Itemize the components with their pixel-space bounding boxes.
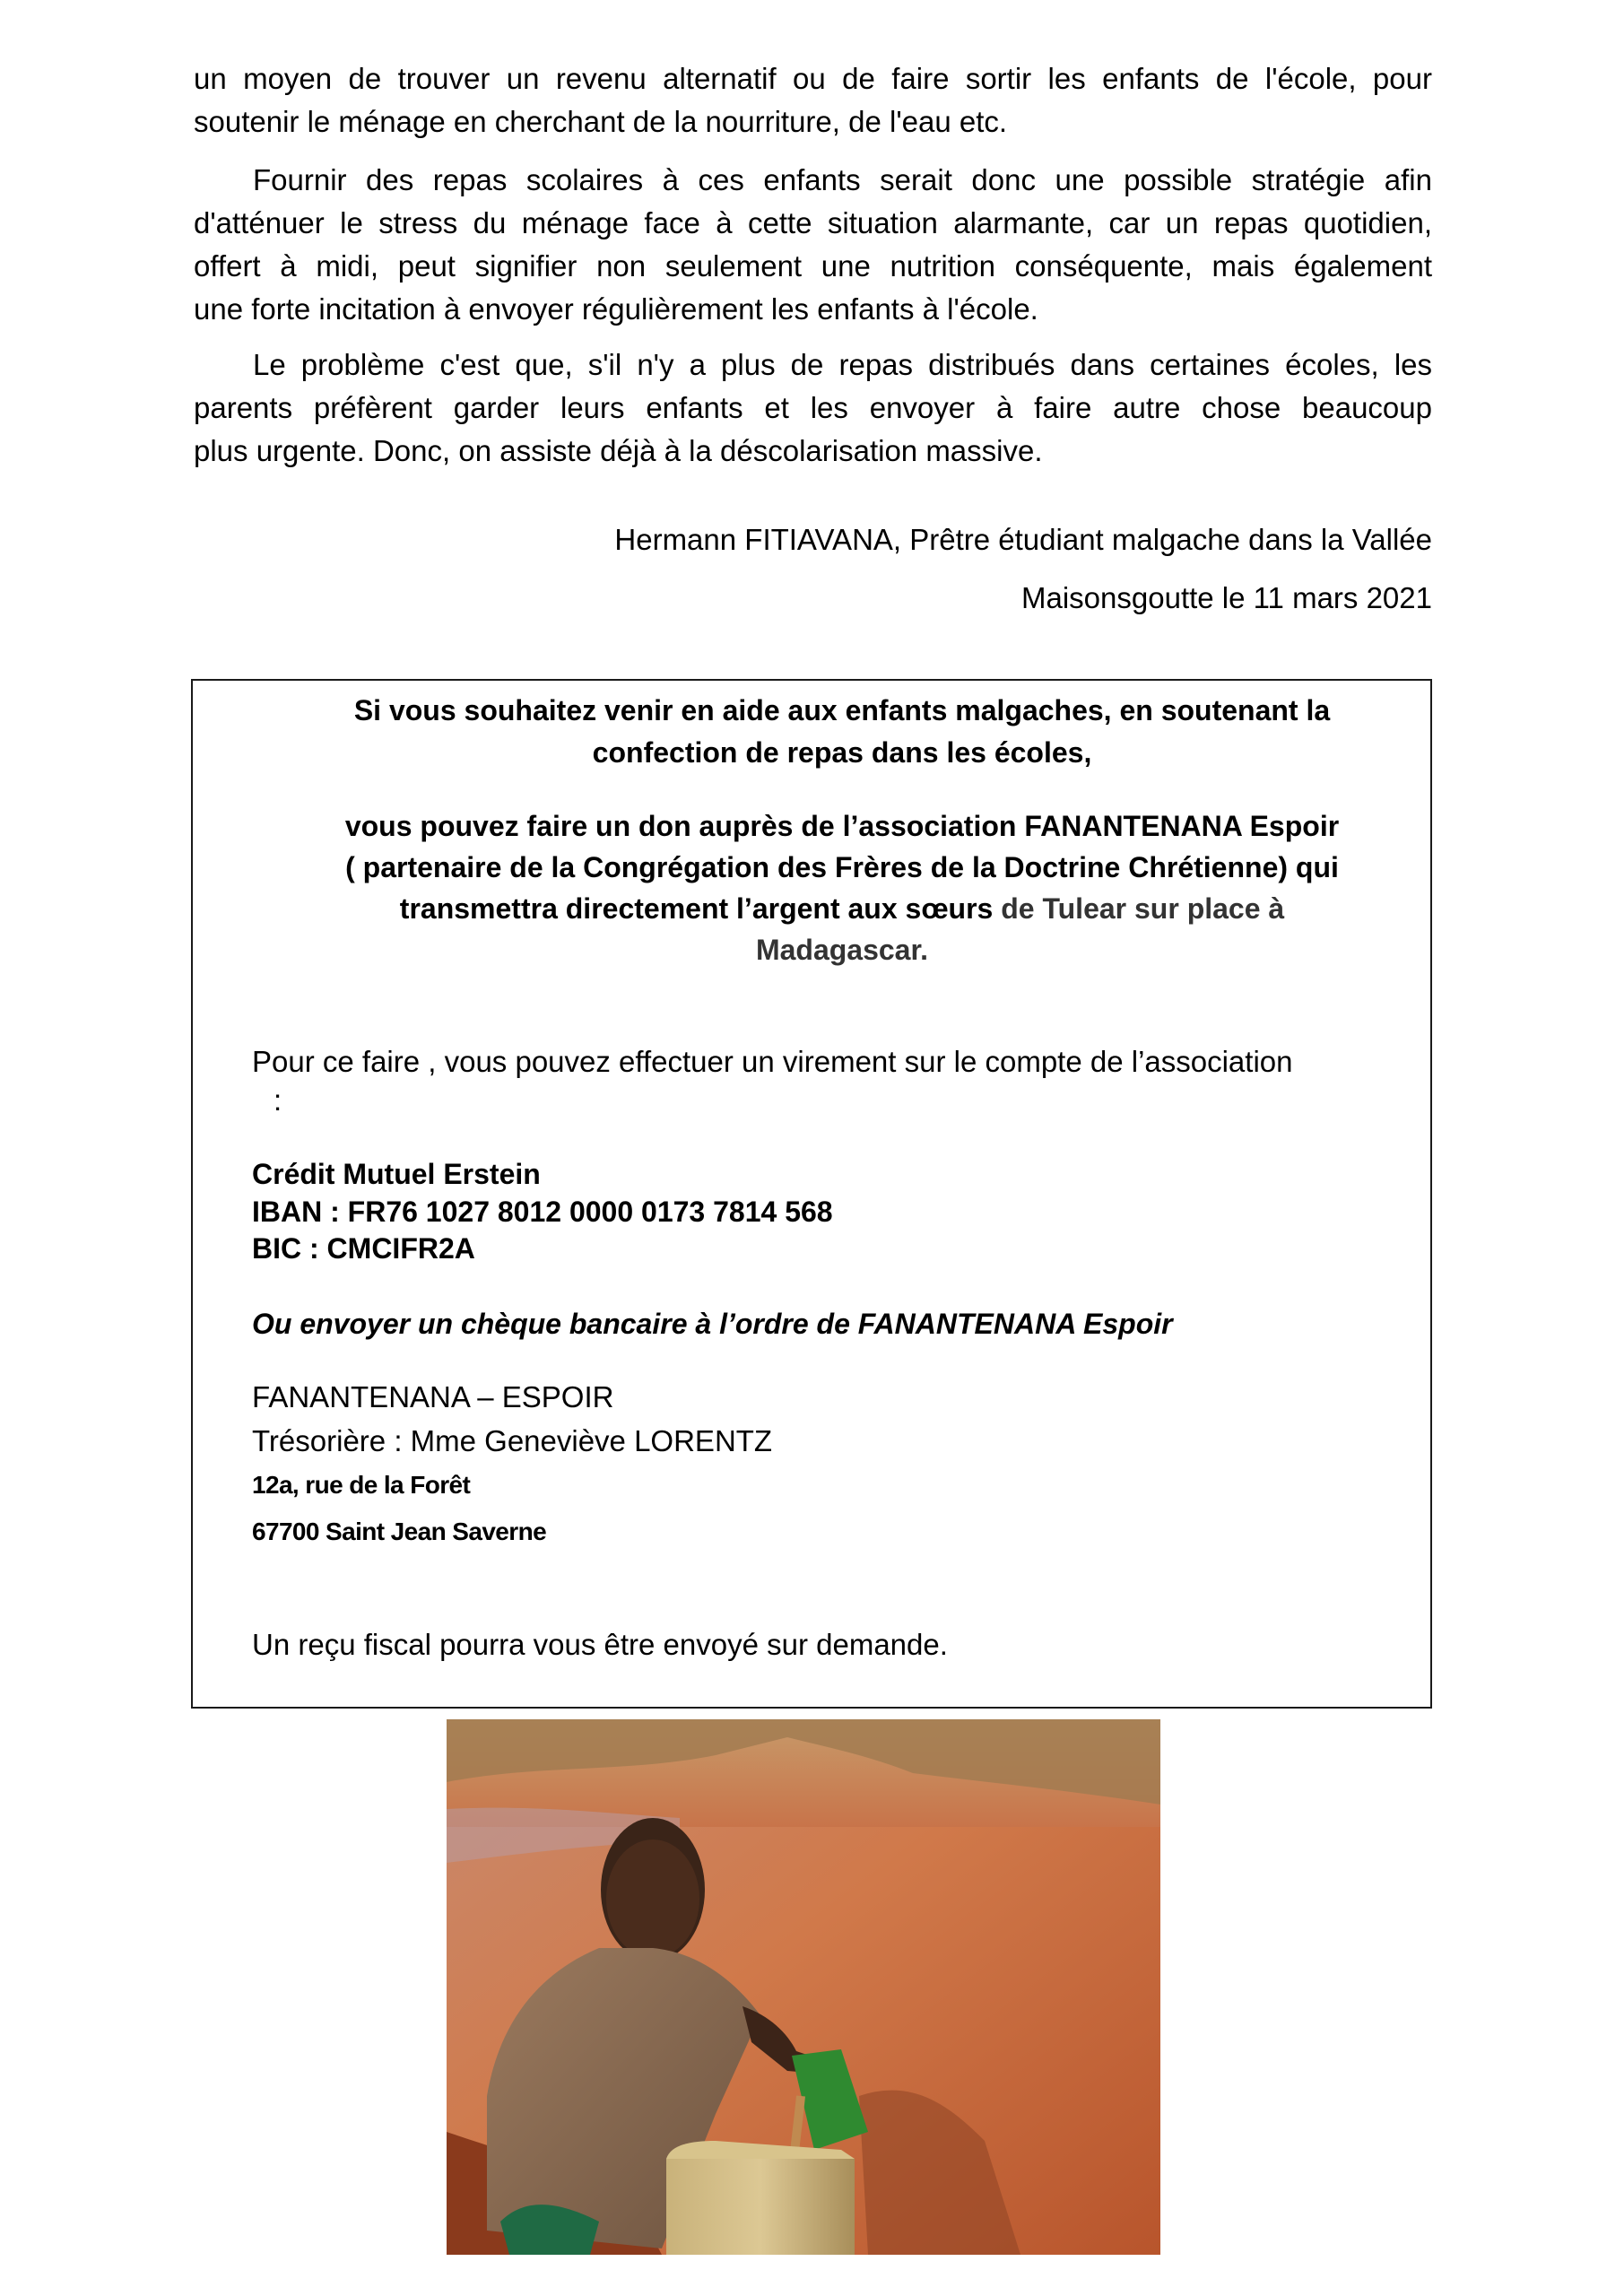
text-line: offert à midi, peut signifier non seulement une nutrition conséquente, mais également (194, 249, 1432, 283)
association-line (272, 888, 1412, 929)
transfer-intro (252, 1042, 1293, 1119)
text-line: soutenir le ménage en cherchant de la nourriture, de l'eau etc. (194, 105, 1008, 138)
transfer-intro-line: Pour ce faire , vous pouvez effectuer un virement sur le compte de l’association (252, 1045, 1293, 1078)
address-treasurer: Trésorière : Mme Geneviève LORENTZ (252, 1424, 773, 1457)
bank-iban: IBAN : FR76 1027 8012 0000 0173 7814 568 (252, 1195, 833, 1228)
text-line: un moyen de trouver un revenu alternatif ou de faire sortir les enfants de l'école, pour (194, 62, 1432, 95)
jerrycan (666, 2159, 855, 2255)
tax-receipt-note: Un reçu fiscal pourra vous être envoyé sur demande. (252, 1628, 948, 1661)
photo-illustration (447, 1719, 1160, 2255)
signature-place-date: Maisonsgoutte le 11 mars 2021 (1021, 581, 1432, 614)
paragraph-2 (194, 159, 1432, 331)
text-line: parents préfèrent garder leurs enfants et les envoyer à faire autre chose beaucoup (194, 391, 1432, 424)
address-street: 12a, rue de la Forêt (252, 1471, 471, 1499)
signature-author: Hermann FITIAVANA, Prêtre étudiant malgache dans la Vallée (614, 523, 1432, 556)
association-text: transmettra directement l’argent aux sœurs (399, 892, 1002, 925)
photo-child-collecting-water (447, 1719, 1160, 2255)
cheque-instruction: Ou envoyer un chèque bancaire à l’ordre de FANANTENANA Espoir (252, 1308, 1173, 1340)
donation-heading (272, 690, 1412, 774)
text-line: une forte incitation à envoyer régulièrement les enfants à l'école. (194, 292, 1038, 326)
bank-name: Crédit Mutuel Erstein (252, 1158, 541, 1190)
text-line: Fournir des repas scolaires à ces enfants serait donc une possible stratégie afin (253, 163, 1432, 196)
paragraph-3 (194, 344, 1432, 473)
association-location: de Tulear sur place à (1001, 892, 1285, 925)
postal-address-header (252, 1375, 772, 1463)
postal-address (252, 1462, 546, 1555)
paragraph-1 (194, 57, 1432, 144)
text-line: plus urgente. Donc, on assiste déjà à la déscolarisation massive. (194, 434, 1043, 467)
association-country: Madagascar. (755, 934, 929, 966)
text-line: d'atténuer le stress du ménage face à cette situation alarmante, car un repas quotidien, (194, 206, 1432, 239)
association-line: vous pouvez faire un don auprès de l’association FANANTENANA Espoir (344, 810, 1340, 842)
address-city: 67700 Saint Jean Saverne (252, 1518, 547, 1545)
heading-line: Si vous souhaitez venir en aide aux enfants malgaches, en soutenant la (353, 694, 1331, 726)
bank-details (252, 1156, 833, 1268)
association-paragraph (272, 805, 1412, 970)
transfer-intro-colon: : (274, 1083, 282, 1117)
text-line: Le problème c'est que, s'il n'y a plus de repas distribués dans certaines écoles, les (253, 348, 1432, 381)
association-line: ( partenaire de la Congrégation des Frères de la Doctrine Chrétienne) qui (345, 851, 1339, 883)
bank-bic: BIC : CMCIFR2A (252, 1232, 475, 1265)
address-org: FANANTENANA – ESPOIR (252, 1380, 614, 1413)
heading-line: confection de repas dans les écoles, (592, 736, 1092, 769)
